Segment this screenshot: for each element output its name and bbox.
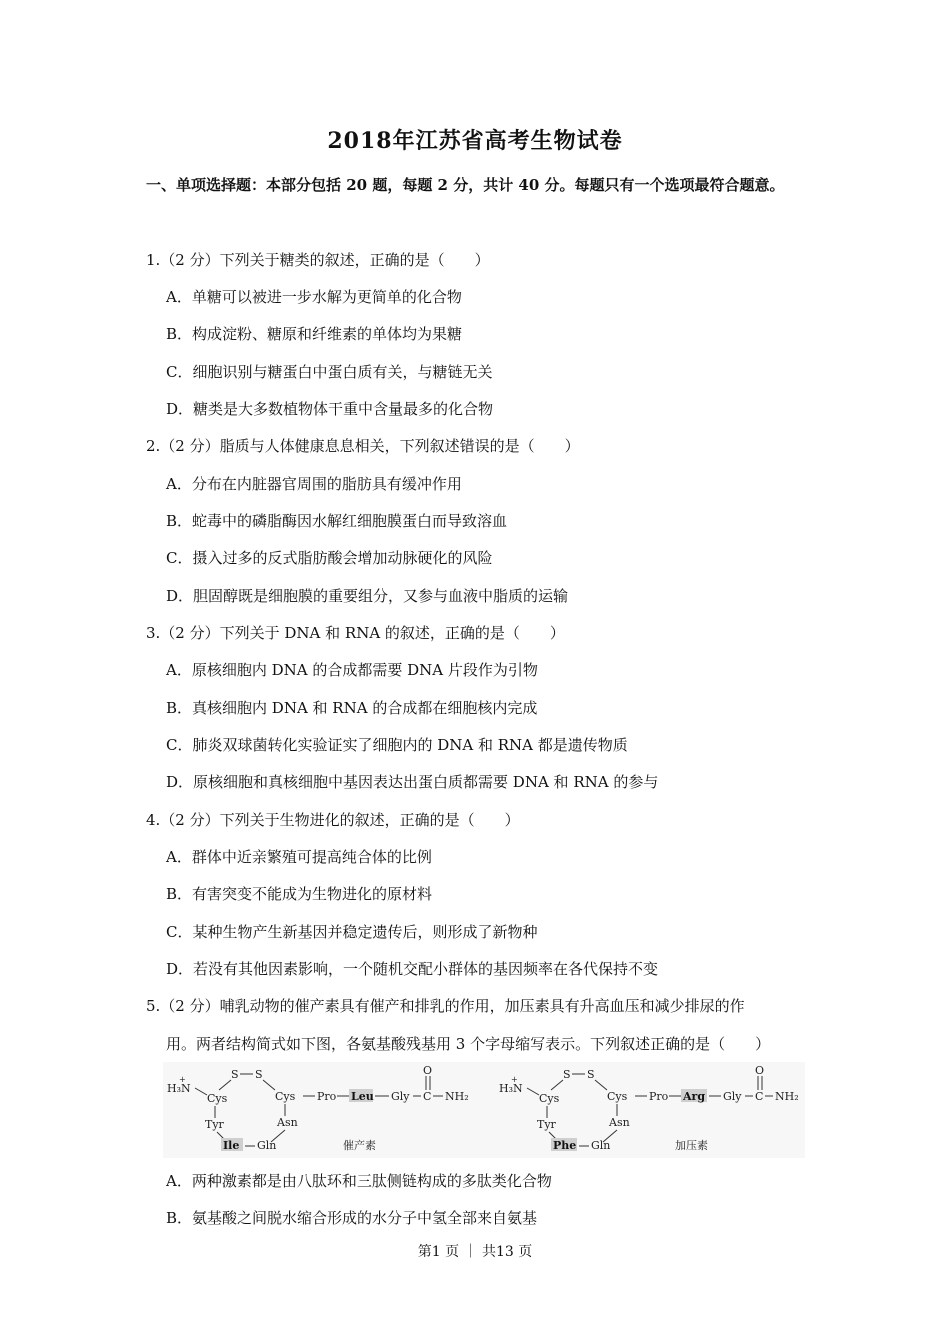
vasopressin-s2: S	[587, 1068, 595, 1081]
vasopressin-tyr: Tyr	[537, 1118, 556, 1131]
question-2-option-a: A．分布在内脏器官周围的脂肪具有缓冲作用	[166, 475, 462, 493]
vasopressin-c: C	[755, 1090, 764, 1103]
oxytocin-caption: 催产素	[343, 1139, 376, 1152]
question-4-stem: 4.（2 分）下列关于生物进化的叙述，正确的是（ ）	[146, 811, 520, 829]
question-4-option-c: C．某种生物产生新基因并稳定遗传后，则形成了新物种	[166, 923, 538, 941]
question-2-option-b: B．蛇毒中的磷脂酶因水解红细胞膜蛋白而导致溶血	[166, 512, 508, 530]
oxytocin-pro: Pro	[317, 1090, 337, 1103]
vasopressin-asn: Asn	[609, 1116, 630, 1129]
page-title: 2018年江苏省高考生物试卷	[327, 128, 623, 154]
oxytocin-cys1: Cys	[207, 1092, 228, 1105]
question-4-option-a: A．群体中近亲繁殖可提高纯合体的比例	[166, 848, 432, 866]
oxytocin-asn: Asn	[277, 1116, 298, 1129]
vasopressin-caption: 加压素	[675, 1139, 708, 1152]
question-1-option-b: B．构成淀粉、糖原和纤维素的单体均为果糖	[166, 325, 463, 343]
question-1-stem: 1.（2 分）下列关于糖类的叙述，正确的是（ ）	[146, 251, 490, 269]
question-3-stem: 3.（2 分）下列关于 DNA 和 RNA 的叙述，正确的是（ ）	[146, 624, 565, 642]
vasopressin-gln: Gln	[591, 1139, 611, 1152]
question-3-option-d: D．原核细胞和真核细胞中基因表达出蛋白质都需要 DNA 和 RNA 的参与	[166, 773, 659, 791]
question-5-option-a: A．两种激素都是由八肽环和三肽侧链构成的多肽类化合物	[166, 1172, 552, 1190]
question-2-option-d: D．胆固醇既是细胞膜的重要组分，又参与血液中脂质的运输	[166, 587, 569, 605]
oxytocin-gln: Gln	[257, 1139, 277, 1152]
question-5-stem-line2: 用。两者结构简式如下图，各氨基酸残基用 3 个字母缩写表示。下列叙述正确的是（ ）	[166, 1035, 771, 1053]
vasopressin-cys1: Cys	[539, 1092, 560, 1105]
oxytocin-c: C	[423, 1090, 432, 1103]
oxytocin-nh2: NH₂	[445, 1090, 469, 1103]
peptide-structure-figure	[163, 1062, 805, 1158]
oxytocin-tail-residue: Leu	[351, 1090, 374, 1103]
page-footer: 第1 页 ｜ 共13 页	[417, 1244, 533, 1260]
question-1-option-d: D．糖类是大多数植物体干重中含量最多的化合物	[166, 400, 494, 418]
oxytocin-cys2: Cys	[275, 1090, 296, 1103]
question-1-option-c: C．细胞识别与糖蛋白中蛋白质有关，与糖链无关	[166, 363, 493, 381]
vasopressin-pro: Pro	[649, 1090, 669, 1103]
vasopressin-gly: Gly	[723, 1090, 742, 1103]
question-3-option-b: B．真核细胞内 DNA 和 RNA 的合成都在细胞核内完成	[166, 699, 538, 717]
vasopressin-tail-residue: Arg	[683, 1090, 706, 1103]
question-5-stem-line1: 5.（2 分）哺乳动物的催产素具有催产和排乳的作用，加压素具有升高血压和减少排尿的作	[146, 997, 745, 1015]
oxytocin-plus: +	[179, 1075, 186, 1084]
question-4-option-b: B．有害突变不能成为生物进化的原材料	[166, 885, 433, 903]
question-4-option-d: D．若没有其他因素影响，一个随机交配小群体的基因频率在各代保持不变	[166, 960, 659, 978]
oxytocin-tyr: Tyr	[205, 1118, 224, 1131]
vasopressin-nh3: H₃N	[499, 1082, 523, 1095]
vasopressin-varied-residue: Phe	[553, 1139, 577, 1152]
oxytocin-varied-residue: Ile	[223, 1139, 240, 1152]
question-1-option-a: A．单糖可以被进一步水解为更简单的化合物	[166, 288, 462, 306]
oxytocin-o: O	[423, 1064, 433, 1077]
oxytocin-s1: S	[231, 1068, 239, 1081]
vasopressin-o: O	[755, 1064, 765, 1077]
vasopressin-plus: +	[511, 1075, 518, 1084]
question-3-option-a: A．原核细胞内 DNA 的合成都需要 DNA 片段作为引物	[166, 661, 538, 679]
section-heading: 一、单项选择题：本部分包括 20 题，每题 2 分，共计 40 分。每题只有一个选项最符合题意。	[146, 176, 785, 194]
question-5-option-b: B．氨基酸之间脱水缩合形成的水分子中氢全部来自氨基	[166, 1209, 538, 1227]
question-2-stem: 2.（2 分）脂质与人体健康息息相关，下列叙述错误的是（ ）	[146, 437, 580, 455]
vasopressin-s1: S	[563, 1068, 571, 1081]
oxytocin-gly: Gly	[391, 1090, 410, 1103]
question-2-option-c: C．摄入过多的反式脂肪酸会增加动脉硬化的风险	[166, 549, 493, 567]
question-3-option-c: C．肺炎双球菌转化实验证实了细胞内的 DNA 和 RNA 都是遗传物质	[166, 736, 628, 754]
vasopressin-nh2: NH₂	[775, 1090, 799, 1103]
oxytocin-s2: S	[255, 1068, 263, 1081]
oxytocin-nh3: H₃N	[167, 1082, 191, 1095]
vasopressin-cys2: Cys	[607, 1090, 628, 1103]
